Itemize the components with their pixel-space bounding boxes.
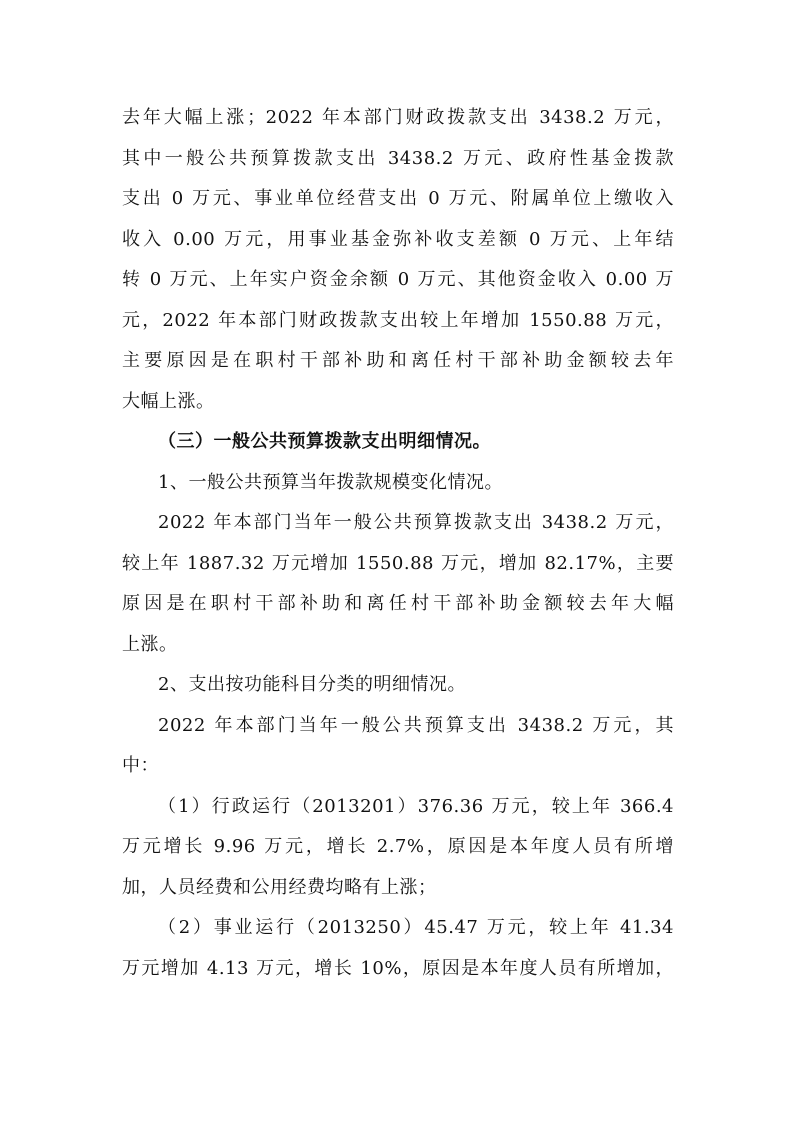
body-line: 元，2022 年本部门财政拨款支出较上年增加 1550.88 万元，	[122, 309, 674, 331]
body-line: 2022 年本部门当年一般公共预算支出 3438.2 万元，其	[158, 714, 674, 736]
body-line: 万元增长 9.96 万元，增长 2.7%，原因是本年度人员有所增	[122, 836, 674, 857]
body-line: 原因是在职村干部补助和离任村干部补助金额较去年大幅	[122, 593, 674, 614]
subsection-title: 2、支出按功能科目分类的明细情况。	[158, 674, 466, 695]
body-line: 上涨。	[122, 633, 178, 655]
body-line: 较上年 1887.32 万元增加 1550.88 万元，增加 82.17%，主要	[122, 552, 674, 574]
body-line: 去年大幅上涨；2022 年本部门财政拨款支出 3438.2 万元，	[122, 107, 674, 128]
body-line: 收入 0.00 万元，用事业基金弥补收支差额 0 万元、上年结	[122, 228, 674, 250]
body-line: 支出 0 万元、事业单位经营支出 0 万元、附属单位上缴收入	[122, 188, 674, 209]
subsection-title: 1、一般公共预算当年拨款规模变化情况。	[158, 471, 503, 493]
body-line: 加，人员经费和公用经费均略有上涨；	[122, 876, 437, 898]
body-line: （1）行政运行（2013201）376.36 万元，较上年 366.4	[158, 795, 674, 817]
body-line: （2）事业运行（2013250）45.47 万元，较上年 41.34	[158, 917, 674, 938]
body-line: 大幅上涨。	[122, 390, 215, 412]
body-line: 主要原因是在职村干部补助和离任村干部补助金额较去年	[122, 350, 674, 371]
body-line: 转 0 万元、上年实户资金余额 0 万元、其他资金收入 0.00 万	[122, 269, 674, 290]
section-heading: （三）一般公共预算拨款支出明细情况。	[158, 431, 491, 452]
document-body	[122, 98, 674, 989]
body-line: 万元增加 4.13 万元，增长 10%，原因是本年度人员有所增加，	[122, 957, 674, 979]
body-line: 其中一般公共预算拨款支出 3438.2 万元、政府性基金拨款	[122, 147, 674, 169]
body-line: 中：	[122, 755, 159, 776]
body-line: 2022 年本部门当年一般公共预算拨款支出 3438.2 万元，	[158, 512, 674, 533]
